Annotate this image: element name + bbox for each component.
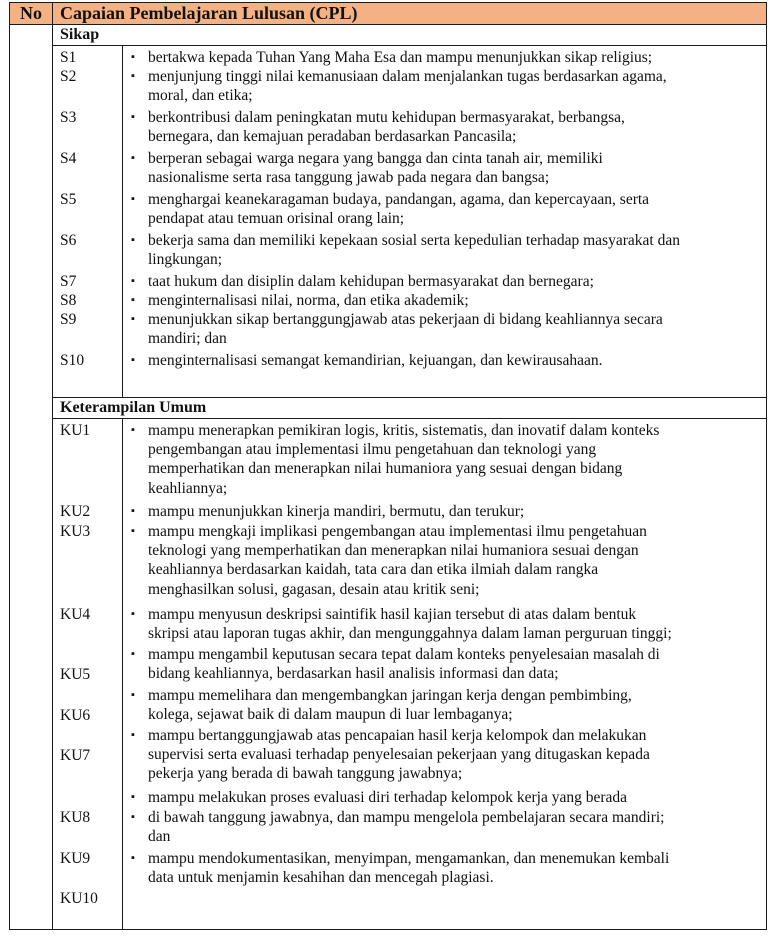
cpl-table	[9, 2, 767, 930]
list-item	[129, 788, 766, 807]
list-item	[129, 291, 766, 310]
bullet-square-icon: ▪	[131, 505, 135, 517]
cpl-code: S7	[60, 273, 77, 290]
cpl-code: KU4	[60, 606, 91, 623]
bullet-square-icon: ▪	[131, 791, 135, 803]
item-text-line: bidang keahliannya, berdasarkan hasil analisis informasi dan data;	[148, 665, 559, 683]
header-cpl-title: Capaian Pembelajaran Lulusan (CPL)	[53, 3, 767, 25]
item-text-line: pengembangan atau implementasi ilmu pengetahuan dan teknologi yang	[148, 441, 597, 459]
item-text-line: menghargai keanekaragaman budaya, pandangan, agama, dan kepercayaan, serta	[148, 191, 650, 208]
list-item	[129, 645, 766, 683]
item-text-line: keahliannya;	[148, 479, 228, 497]
no-column-body	[10, 25, 53, 930]
cpl-code: KU9	[60, 850, 91, 867]
bullet-square-icon: ▪	[131, 525, 135, 537]
item-text-line: mampu bertanggungjawab atas pencapaian hasil kerja kelompok dan melakukan	[148, 727, 647, 744]
item-text-line: lingkungan;	[148, 251, 223, 269]
bullet-square-icon: ▪	[131, 70, 135, 82]
bullet-square-icon: ▪	[131, 689, 135, 701]
bullet-square-icon: ▪	[131, 648, 135, 660]
item-text-line: taat hukum dan disiplin dalam kehidupan bermasyarakat dan bernegara;	[148, 273, 594, 290]
list-item	[129, 522, 766, 599]
section-title-row-sikap	[10, 25, 767, 46]
item-text-line: skripsi atau laporan tugas akhir, dan mengunggahnya dalam laman perguruan tinggi;	[148, 625, 672, 643]
list-item	[129, 351, 766, 370]
item-text-line: data untuk menjamin kesahihan dan mencegah plagiasi.	[148, 869, 494, 887]
list-item	[129, 272, 766, 291]
section-title-keterampilan-umum: Keterampilan Umum	[53, 398, 767, 419]
list-item	[129, 808, 766, 846]
bullet-square-icon: ▪	[131, 313, 135, 325]
bullet-square-icon: ▪	[131, 234, 135, 246]
item-text-line: supervisi serta evaluasi terhadap penyelesaian pekerjaan yang ditugaskan kepada	[148, 746, 650, 764]
section-title-sikap: Sikap	[53, 25, 767, 46]
cpl-code: S6	[60, 232, 77, 249]
list-item	[129, 502, 766, 521]
cpl-code: KU2	[60, 503, 91, 520]
item-text-line: mampu melakukan proses evaluasi diri terhadap kelompok kerja yang berada	[148, 789, 628, 806]
text-column-keterampilan-umum	[123, 419, 767, 930]
item-text-line: dan	[148, 828, 171, 846]
list-item	[129, 48, 766, 67]
item-text-line: mampu mengkaji implikasi pengembangan atau implementasi ilmu pengetahuan	[148, 523, 647, 540]
bullet-square-icon: ▪	[131, 111, 135, 123]
cpl-code: S10	[60, 352, 85, 369]
list-item	[129, 149, 766, 187]
cpl-code: S8	[60, 292, 77, 309]
bullet-square-icon: ▪	[131, 354, 135, 366]
cpl-code: KU1	[60, 422, 91, 439]
bullet-square-icon: ▪	[131, 424, 135, 436]
bullet-square-icon: ▪	[131, 729, 135, 741]
list-item	[129, 190, 766, 228]
table-header-row	[10, 3, 767, 25]
item-text-line: bekerja sama dan memiliki kepekaan sosial serta kepedulian terhadap masyarakat dan	[148, 232, 680, 249]
cpl-code: KU3	[60, 523, 91, 540]
list-item	[129, 231, 766, 269]
bullet-square-icon: ▪	[131, 294, 135, 306]
bullet-square-icon: ▪	[131, 811, 135, 823]
item-text-line: di bawah tanggung jawabnya, dan mampu mengelola pembelajaran secara mandiri;	[148, 809, 665, 826]
item-text-line: kolega, sejawat baik di dalam maupun di luar lembaganya;	[148, 706, 513, 724]
section-body-keterampilan-umum	[10, 419, 767, 930]
item-text-line: pendapat atau temuan orisinal orang lain;	[148, 210, 405, 228]
item-text-line: mampu menerapkan pemikiran logis, kritis, sistematis, dan inovatif dalam konteks	[148, 422, 660, 439]
item-text-line: bertakwa kepada Tuhan Yang Maha Esa dan mampu menunjukkan sikap religius;	[148, 49, 653, 66]
cpl-code: KU8	[60, 809, 91, 826]
item-text-line: mampu memelihara dan mengembangkan jaringan kerja dengan pembimbing,	[148, 687, 632, 704]
cpl-code: KU7	[60, 747, 91, 764]
section-body-sikap	[10, 46, 767, 398]
bullet-square-icon: ▪	[131, 193, 135, 205]
item-text-line: menunjukkan sikap bertanggungjawab atas pekerjaan di bidang keahliannya secara	[148, 311, 663, 328]
cpl-code: KU6	[60, 707, 91, 724]
section-title-row-keterampilan-umum	[10, 398, 767, 419]
cpl-code: S5	[60, 191, 77, 208]
cpl-code: S1	[60, 49, 77, 66]
list-item	[129, 605, 766, 643]
cpl-code: S2	[60, 68, 77, 85]
cpl-code: S9	[60, 311, 77, 328]
item-text-line: mandiri; dan	[148, 330, 227, 348]
list-item	[129, 108, 766, 146]
cpl-code: KU5	[60, 666, 91, 683]
code-column-sikap	[53, 46, 123, 398]
header-no: No	[10, 3, 53, 25]
list-item	[129, 310, 766, 348]
cpl-code: S3	[60, 109, 77, 126]
item-text-line: nasionalisme serta rasa tanggung jawab pada negara dan bangsa;	[148, 169, 550, 187]
list-item	[129, 67, 766, 105]
item-text-line: keahliannya berdasarkan kaidah, tata cara dan etika ilmiah dalam rangka	[148, 561, 599, 579]
item-text-line: menginternalisasi nilai, norma, dan etika akademik;	[148, 292, 469, 309]
item-text-line: mampu menyusun deskripsi saintifik hasil kajian tersebut di atas dalam bentuk	[148, 606, 637, 623]
item-text-line: berkontribusi dalam peningkatan mutu kehidupan bermasyarakat, berbangsa,	[148, 109, 625, 126]
item-text-line: menghasilkan solusi, gagasan, desain atau kritik seni;	[148, 580, 480, 598]
bullet-square-icon: ▪	[131, 275, 135, 287]
cpl-code: S4	[60, 150, 77, 167]
bullet-square-icon: ▪	[131, 51, 135, 63]
list-item	[129, 686, 766, 724]
item-text-line: menginternalisasi semangat kemandirian, kejuangan, dan kewirausahaan.	[148, 352, 603, 369]
item-text-line: bernegara, dan kemajuan peradaban berdasarkan Pancasila;	[148, 128, 517, 146]
item-text-line: mampu mengambil keputusan secara tepat dalam konteks penyelesaian masalah di	[148, 646, 660, 663]
item-text-line: memperhatikan dan menerapkan nilai humaniora yang sesuai dengan bidang	[148, 460, 623, 478]
bullet-square-icon: ▪	[131, 852, 135, 864]
item-text-line: pekerja yang berada di bawah tanggung jawabnya;	[148, 765, 463, 783]
list-item	[129, 421, 766, 498]
text-column-sikap	[123, 46, 767, 398]
item-text-line: berperan sebagai warga negara yang bangga dan cinta tanah air, memiliki	[148, 150, 603, 167]
cpl-code: KU10	[60, 890, 98, 907]
item-text-line: moral, dan etika;	[148, 87, 253, 105]
list-item	[129, 849, 766, 887]
item-text-line: menjunjung tinggi nilai kemanusiaan dalam menjalankan tugas berdasarkan agama,	[148, 68, 667, 85]
item-text-line: mampu mendokumentasikan, menyimpan, mengamankan, dan menemukan kembali	[148, 850, 670, 867]
code-column-keterampilan-umum	[53, 419, 123, 930]
item-text-line: teknologi yang memperhatikan dan menerapkan nilai humaniora sesuai dengan	[148, 542, 639, 560]
bullet-square-icon: ▪	[131, 152, 135, 164]
bullet-square-icon: ▪	[131, 608, 135, 620]
item-text-line: mampu menunjukkan kinerja mandiri, bermutu, dan terukur;	[148, 503, 525, 520]
list-item	[129, 726, 766, 784]
